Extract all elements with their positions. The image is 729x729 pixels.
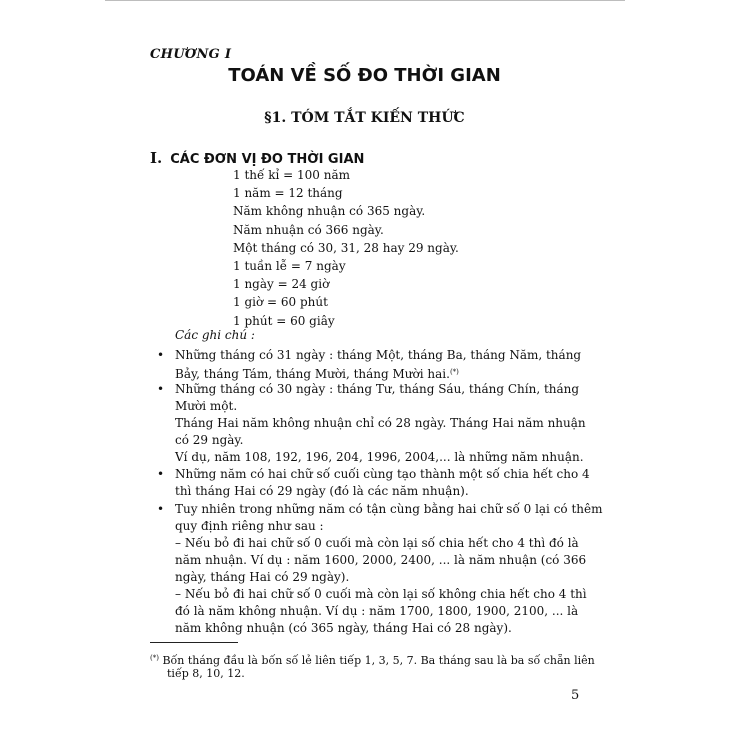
unit-line: 1 giờ = 60 phút (233, 295, 328, 310)
unit-line: Năm không nhuận có 365 ngày. (233, 204, 426, 219)
note-line: Ví dụ, năm 108, 192, 196, 204, 1996, 2004,... là những năm nhuận. (175, 450, 584, 464)
footnote-marker: (*) (150, 654, 159, 662)
note-line: quy định riêng như sau : (175, 519, 324, 533)
note-line: đó là năm không nhuận. Ví dụ : năm 1700, 1800, 1900, 2100, ... là (175, 604, 579, 618)
note-line: năm không nhuận (có 365 ngày, tháng Hai có 28 ngày). (175, 621, 512, 635)
bullet-symbol: • (157, 382, 165, 396)
footnote-line: tiếp 8, 10, 12. (167, 667, 245, 680)
note-line: Những tháng có 31 ngày : tháng Một, tháng Ba, tháng Năm, tháng (175, 348, 582, 362)
unit-line: 1 ngày = 24 giờ (233, 277, 330, 292)
footnote-rule (150, 642, 238, 643)
footnote-text: Bốn tháng đầu là bốn số lẻ liên tiếp 1, 3, 5, 7. Ba tháng sau là ba số chẵn liên (162, 654, 595, 667)
footnote-reference: (*) (449, 368, 459, 376)
bullet-symbol: • (157, 348, 165, 362)
bullet-symbol: • (157, 467, 165, 481)
note-line: thì tháng Hai có 29 ngày (đó là các năm nhuận). (175, 484, 469, 498)
note-line: Những năm có hai chữ số cuối cùng tạo thành một số chia hết cho 4 (175, 467, 590, 481)
unit-line: 1 tuần lễ = 7 ngày (233, 258, 346, 273)
chapter-title: TOÁN VỀ SỐ ĐO THỜI GIAN (228, 65, 501, 86)
part-heading-text: CÁC ĐƠN VỊ ĐO THỜI GIAN (170, 152, 365, 167)
unit-line: 1 phút = 60 giây (233, 313, 335, 328)
note-line: – Nếu bỏ đi hai chữ số 0 cuối mà còn lại số không chia hết cho 4 thì (175, 587, 587, 601)
page-number: 5 (571, 688, 580, 703)
note-line: – Nếu bỏ đi hai chữ số 0 cuối mà còn lại số chia hết cho 4 thì đó là (175, 536, 579, 550)
note-line: năm nhuận. Ví dụ : năm 1600, 2000, 2400, ... là năm nhuận (có 366 (175, 553, 587, 567)
note-line-text: Bảy, tháng Tám, tháng Mười, tháng Mười hai. (175, 367, 450, 381)
notes-label: Các ghi chú : (175, 328, 255, 342)
note-line: Những tháng có 30 ngày : tháng Tư, tháng Sáu, tháng Chín, tháng (175, 382, 580, 396)
note-line: ngày, tháng Hai có 29 ngày). (175, 570, 350, 584)
chapter-label: CHƯƠNG I (150, 47, 232, 62)
units-list (233, 166, 459, 330)
part-heading (150, 149, 364, 167)
part-number: I. (150, 149, 163, 167)
bullet-symbol: • (157, 502, 165, 516)
unit-line: 1 thế kỉ = 100 năm (233, 168, 350, 182)
note-line: Tháng Hai năm không nhuận chỉ có 28 ngày. Tháng Hai năm nhuận (175, 416, 586, 430)
section-title: §1. TÓM TẮT KIẾN THỨC (264, 110, 465, 126)
note-line: Mười một. (175, 399, 238, 413)
note-line: Tuy nhiên trong những năm có tận cùng bằng hai chữ số 0 lại có thêm (175, 502, 603, 516)
unit-line: Năm nhuận có 366 ngày. (233, 222, 384, 237)
note-line: có 29 ngày. (175, 433, 244, 447)
top-border (105, 0, 625, 1)
unit-line: Một tháng có 30, 31, 28 hay 29 ngày. (233, 240, 459, 255)
unit-line: 1 năm = 12 tháng (233, 186, 343, 201)
